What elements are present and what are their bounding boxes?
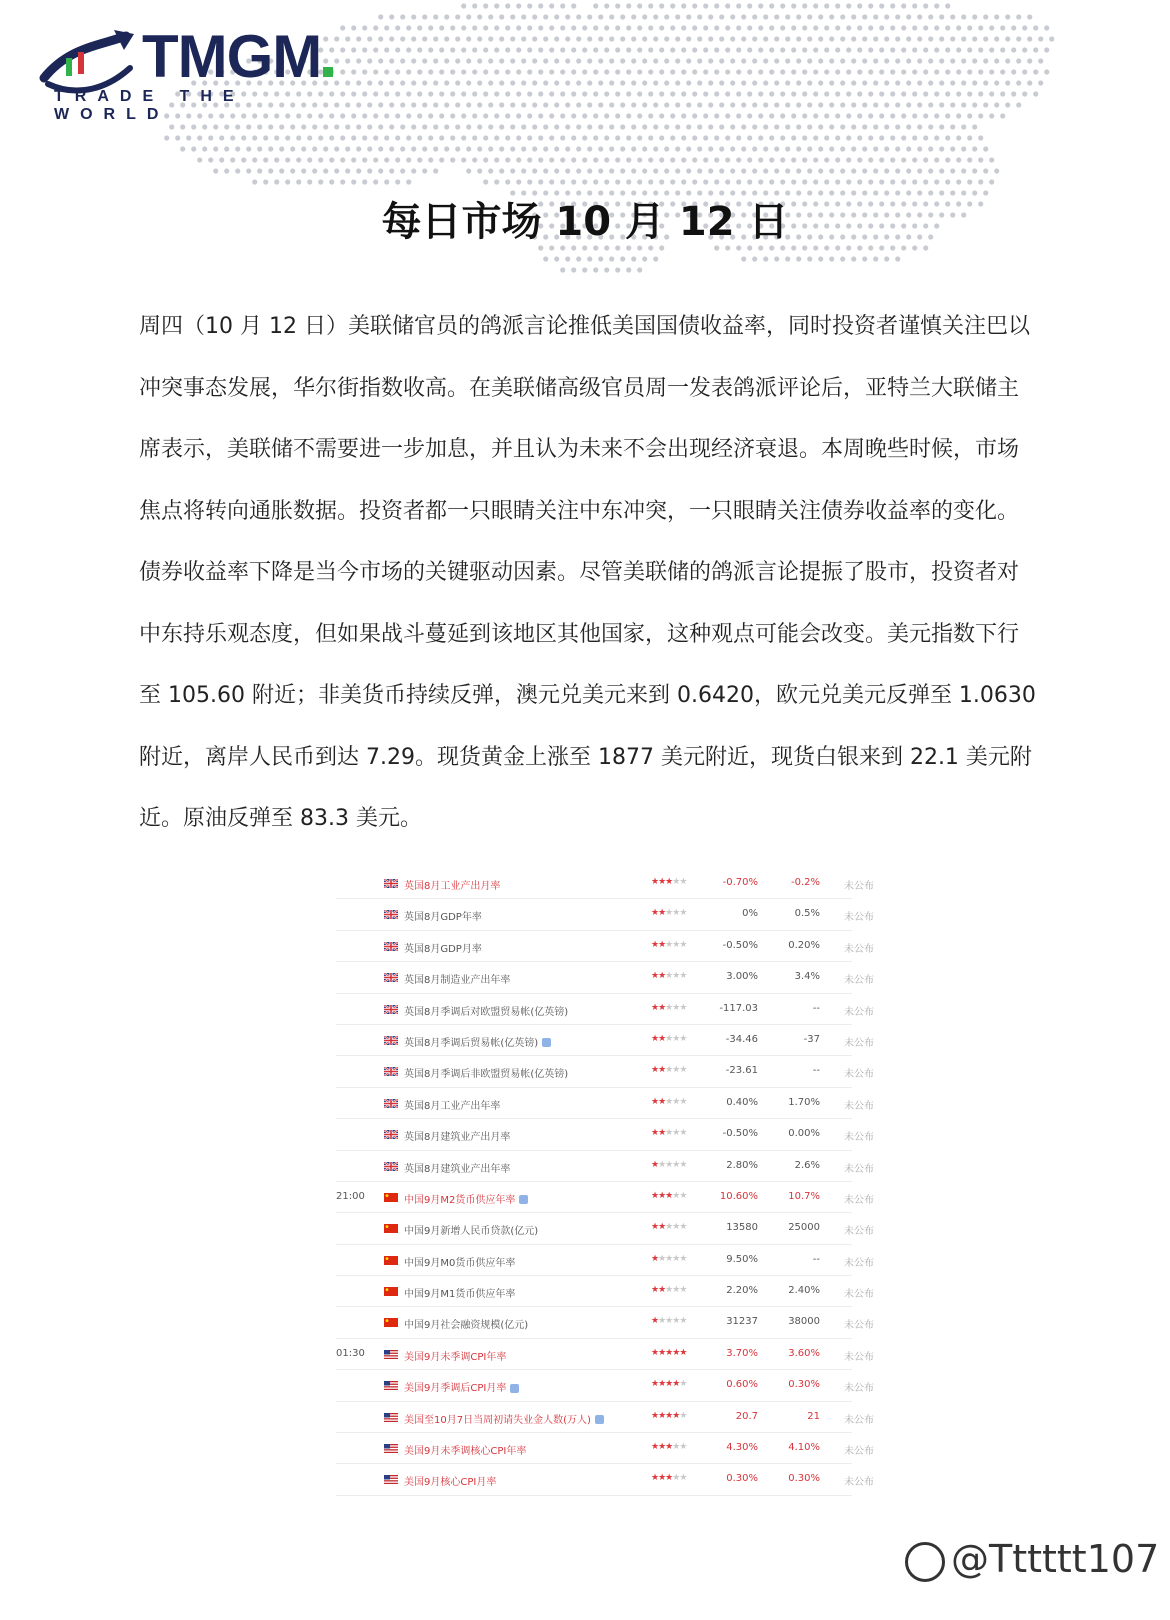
previous-value: 3.70% xyxy=(726,1347,758,1359)
star-icon: ★ xyxy=(679,1285,687,1296)
forecast-value: 2.6% xyxy=(794,1159,820,1171)
star-icon: ★ xyxy=(651,1410,659,1421)
star-icon: ★ xyxy=(665,877,673,887)
event-name: 中国9月M0货币供应年率 xyxy=(404,1257,516,1269)
importance-stars xyxy=(651,1222,686,1232)
star-icon: ★ xyxy=(672,939,680,950)
calendar-row xyxy=(336,1433,874,1464)
info-icon[interactable] xyxy=(542,1038,551,1047)
star-icon: ★ xyxy=(679,1442,687,1453)
economic-calendar-table xyxy=(336,868,874,1496)
event-name: 美国9月季调后CPI月率 xyxy=(404,1379,648,1394)
previous-value: 0.40% xyxy=(726,1096,758,1108)
star-icon: ★ xyxy=(672,877,680,887)
star-icon: ★ xyxy=(665,1190,673,1201)
release-status: 未公布 xyxy=(844,1194,874,1206)
calendar-row xyxy=(336,1307,874,1338)
previous-value: 10.60% xyxy=(719,1190,758,1202)
previous-value: 0% xyxy=(742,908,758,920)
star-icon: ★ xyxy=(658,1379,666,1390)
event-name: 英国8月工业产出年率 xyxy=(404,1100,501,1112)
previous-value: 9.50% xyxy=(726,1253,758,1265)
star-icon: ★ xyxy=(679,1033,687,1044)
info-icon[interactable] xyxy=(510,1384,519,1393)
star-icon: ★ xyxy=(651,1316,659,1327)
forecast-value: -- xyxy=(812,1253,820,1265)
importance-stars xyxy=(651,1411,686,1421)
event-name: 英国8月工业产出月率 xyxy=(404,881,501,892)
star-icon: ★ xyxy=(665,971,673,982)
star-icon: ★ xyxy=(665,1442,673,1453)
previous-value: -117.03 xyxy=(719,1002,758,1014)
star-icon: ★ xyxy=(651,1002,659,1013)
star-icon: ★ xyxy=(658,1285,666,1296)
release-status: 未公布 xyxy=(844,943,874,955)
star-icon: ★ xyxy=(658,1096,666,1107)
star-icon: ★ xyxy=(651,1096,659,1107)
us-flag-icon xyxy=(384,1475,398,1484)
star-icon: ★ xyxy=(665,1002,673,1013)
release-status: 未公布 xyxy=(844,912,874,924)
us-flag-icon xyxy=(384,1350,398,1359)
previous-value: 4.30% xyxy=(726,1442,758,1454)
event-name: 中国9月M2货币供应年率 xyxy=(404,1191,648,1206)
star-icon: ★ xyxy=(679,908,687,919)
star-icon: ★ xyxy=(658,1253,666,1264)
zhihu-logo-icon xyxy=(905,1542,945,1582)
china-flag-icon xyxy=(384,1287,398,1296)
china-flag-icon xyxy=(384,1224,398,1233)
importance-stars xyxy=(651,1254,686,1264)
previous-value: 2.20% xyxy=(726,1285,758,1297)
star-icon: ★ xyxy=(665,908,673,919)
star-icon: ★ xyxy=(679,1410,687,1421)
star-icon: ★ xyxy=(679,1473,687,1484)
release-status: 未公布 xyxy=(844,1414,874,1426)
calendar-row xyxy=(336,1402,874,1433)
forecast-value: 38000 xyxy=(788,1316,820,1328)
star-icon: ★ xyxy=(665,1410,673,1421)
star-icon: ★ xyxy=(665,1159,673,1170)
star-icon: ★ xyxy=(672,1253,680,1264)
calendar-row xyxy=(336,1151,874,1182)
importance-stars xyxy=(651,877,686,887)
importance-stars xyxy=(651,1034,686,1044)
forecast-value: 3.60% xyxy=(788,1347,820,1359)
star-icon: ★ xyxy=(658,1410,666,1421)
star-icon: ★ xyxy=(658,1222,666,1233)
calendar-row xyxy=(336,1245,874,1276)
previous-value: 20.7 xyxy=(735,1410,758,1422)
uk-flag-icon xyxy=(384,1099,398,1108)
star-icon: ★ xyxy=(658,1347,666,1358)
forecast-value: 2.40% xyxy=(788,1285,820,1297)
calendar-row xyxy=(336,1370,874,1401)
release-status: 未公布 xyxy=(844,1226,874,1238)
star-icon: ★ xyxy=(672,908,680,919)
forecast-value: 0.00% xyxy=(788,1128,820,1140)
forecast-value: 25000 xyxy=(788,1222,820,1234)
release-status: 未公布 xyxy=(844,1006,874,1018)
star-icon: ★ xyxy=(679,1222,687,1233)
star-icon: ★ xyxy=(679,1379,687,1390)
star-icon: ★ xyxy=(672,1316,680,1327)
previous-value: -23.61 xyxy=(725,1065,758,1077)
importance-stars xyxy=(651,1285,686,1295)
uk-flag-icon xyxy=(384,1067,398,1076)
brand-name: TMGM xyxy=(142,22,333,92)
star-icon: ★ xyxy=(672,1033,680,1044)
release-status: 未公布 xyxy=(844,1351,874,1363)
forecast-value: 21 xyxy=(807,1410,820,1422)
star-icon: ★ xyxy=(679,1096,687,1107)
star-icon: ★ xyxy=(665,1473,673,1484)
release-status: 未公布 xyxy=(844,1132,874,1144)
calendar-row xyxy=(336,1213,874,1244)
info-icon[interactable] xyxy=(519,1195,528,1204)
uk-flag-icon xyxy=(384,1130,398,1139)
event-name: 美国9月未季调核心CPI年率 xyxy=(404,1446,527,1458)
star-icon: ★ xyxy=(672,1159,680,1170)
calendar-row xyxy=(336,962,874,993)
previous-value: -0.50% xyxy=(722,939,758,951)
star-icon: ★ xyxy=(651,1379,659,1390)
star-icon: ★ xyxy=(651,1033,659,1044)
release-status: 未公布 xyxy=(844,1477,874,1489)
calendar-row xyxy=(336,1276,874,1307)
star-icon: ★ xyxy=(665,1128,673,1139)
forecast-value: 10.7% xyxy=(788,1190,820,1202)
release-status: 未公布 xyxy=(844,1037,874,1049)
calendar-row xyxy=(336,1182,874,1213)
star-icon: ★ xyxy=(651,908,659,919)
event-time: 21:00 xyxy=(336,1190,365,1202)
uk-flag-icon xyxy=(384,1036,398,1045)
uk-flag-icon xyxy=(384,879,398,888)
forecast-value: 1.70% xyxy=(788,1096,820,1108)
star-icon: ★ xyxy=(658,1190,666,1201)
star-icon: ★ xyxy=(658,939,666,950)
release-status: 未公布 xyxy=(844,1163,874,1175)
uk-flag-icon xyxy=(384,1162,398,1171)
forecast-value: -- xyxy=(812,1065,820,1077)
star-icon: ★ xyxy=(651,971,659,982)
event-name: 英国8月季调后贸易帐(亿英镑) xyxy=(404,1034,648,1049)
importance-stars xyxy=(651,1160,686,1170)
event-name: 英国8月GDP年率 xyxy=(404,912,482,924)
star-icon: ★ xyxy=(658,1033,666,1044)
previous-value: -34.46 xyxy=(725,1033,758,1045)
star-icon: ★ xyxy=(679,971,687,982)
previous-value: 31237 xyxy=(726,1316,758,1328)
event-name: 美国9月未季调CPI年率 xyxy=(404,1351,507,1363)
uk-flag-icon xyxy=(384,1005,398,1014)
release-status: 未公布 xyxy=(844,1257,874,1269)
star-icon: ★ xyxy=(672,1347,680,1358)
previous-value: 13580 xyxy=(726,1222,758,1234)
info-icon[interactable] xyxy=(595,1415,604,1424)
forecast-value: -0.2% xyxy=(790,877,820,888)
star-icon: ★ xyxy=(679,1159,687,1170)
release-status: 未公布 xyxy=(844,1383,874,1395)
event-name: 中国9月社会融资规模(亿元) xyxy=(404,1320,529,1332)
star-icon: ★ xyxy=(658,1065,666,1076)
star-icon: ★ xyxy=(651,1347,659,1358)
star-icon: ★ xyxy=(658,1159,666,1170)
brand-logo xyxy=(38,23,368,123)
calendar-row xyxy=(336,1464,874,1495)
calendar-row xyxy=(336,899,874,930)
star-icon: ★ xyxy=(658,1473,666,1484)
uk-flag-icon xyxy=(384,910,398,919)
event-name: 英国8月季调后对欧盟贸易帐(亿英镑) xyxy=(404,1006,569,1018)
china-flag-icon xyxy=(384,1193,398,1202)
release-status: 未公布 xyxy=(844,881,874,892)
star-icon: ★ xyxy=(679,1128,687,1139)
importance-stars xyxy=(651,1379,686,1389)
importance-stars xyxy=(651,1128,686,1138)
star-icon: ★ xyxy=(665,1285,673,1296)
star-icon: ★ xyxy=(651,1222,659,1233)
star-icon: ★ xyxy=(679,1347,687,1358)
us-flag-icon xyxy=(384,1381,398,1390)
star-icon: ★ xyxy=(658,1002,666,1013)
calendar-row xyxy=(336,994,874,1025)
star-icon: ★ xyxy=(672,1096,680,1107)
star-icon: ★ xyxy=(679,877,687,887)
event-name: 英国8月制造业产出年率 xyxy=(404,975,511,987)
zhihu-watermark: @Tttttt107 xyxy=(905,1537,1159,1582)
star-icon: ★ xyxy=(672,971,680,982)
china-flag-icon xyxy=(384,1256,398,1265)
event-name: 中国9月M1货币供应年率 xyxy=(404,1289,516,1301)
page-title: 每日市场 10 月 12 日 xyxy=(381,199,789,245)
release-status: 未公布 xyxy=(844,1446,874,1458)
market-summary-paragraph: 周四（10 月 12 日）美联储官员的鸽派言论推低美国国债收益率，同时投资者谨慎关注巴以冲突事态发展，华尔街指数收高。在美联储高级官员周一发表鸽派评论后，亚特兰大联储主席表示，美联储不需要进一步加息，并且认为未来不会出现经济衰退。本周晚些时候，市场焦点将转向通胀数据。投资者都一只眼睛关注中东冲突，一只眼睛关注债券收益率的变化。债券收益率下降是当今市场的关键驱动因素。尽管美联储的鸽派言论提振了股市，投资者对中东持乐观态度，但如果战斗蔓延到该地区其他国家，这种观点可能会改变。美元指数下行至 105.60 附近；非美货币持续反弹，澳元兑美元来到 0.6420，欧元兑美元反弹至 1.0630 附近，离岸人民币到达 7.29。现货黄金上涨至 1877 美元附近，现货白银来到 22.1 美元附近。原油反弹至 83.3 美元。 xyxy=(139,314,1036,831)
star-icon: ★ xyxy=(665,1065,673,1076)
calendar-row xyxy=(336,931,874,962)
star-icon: ★ xyxy=(679,1065,687,1076)
china-flag-icon xyxy=(384,1318,398,1327)
calendar-row xyxy=(336,1088,874,1119)
star-icon: ★ xyxy=(651,1190,659,1201)
previous-value: 2.80% xyxy=(726,1159,758,1171)
star-icon: ★ xyxy=(672,1190,680,1201)
star-icon: ★ xyxy=(651,1473,659,1484)
star-icon: ★ xyxy=(658,908,666,919)
star-icon: ★ xyxy=(665,1033,673,1044)
star-icon: ★ xyxy=(672,1473,680,1484)
calendar-row xyxy=(336,1025,874,1056)
calendar-row xyxy=(336,868,874,899)
star-icon: ★ xyxy=(665,939,673,950)
star-icon: ★ xyxy=(651,1065,659,1076)
star-icon: ★ xyxy=(672,1442,680,1453)
star-icon: ★ xyxy=(672,1065,680,1076)
event-name: 英国8月建筑业产出月率 xyxy=(404,1132,511,1144)
star-icon: ★ xyxy=(658,877,666,887)
star-icon: ★ xyxy=(658,971,666,982)
previous-value: 3.00% xyxy=(726,971,758,983)
event-name: 英国8月GDP月率 xyxy=(404,943,482,955)
importance-stars xyxy=(651,908,686,918)
star-icon: ★ xyxy=(679,1190,687,1201)
importance-stars xyxy=(651,1442,686,1452)
star-icon: ★ xyxy=(665,1222,673,1233)
forecast-value: 4.10% xyxy=(788,1442,820,1454)
star-icon: ★ xyxy=(679,1253,687,1264)
us-flag-icon xyxy=(384,1444,398,1453)
event-name: 中国9月新增人民币贷款(亿元) xyxy=(404,1226,539,1238)
forecast-value: 3.4% xyxy=(794,971,820,983)
calendar-row xyxy=(336,1119,874,1150)
event-name: 美国9月核心CPI月率 xyxy=(404,1477,497,1489)
importance-stars xyxy=(651,1348,686,1358)
star-icon: ★ xyxy=(658,1128,666,1139)
forecast-value: -37 xyxy=(803,1033,820,1045)
star-icon: ★ xyxy=(679,1002,687,1013)
event-time: 01:30 xyxy=(336,1347,365,1359)
brand-tagline: TRADE THE WORLD xyxy=(54,88,245,123)
forecast-value: -- xyxy=(812,1002,820,1014)
star-icon: ★ xyxy=(672,1285,680,1296)
importance-stars xyxy=(651,1097,686,1107)
star-icon: ★ xyxy=(679,1316,687,1327)
uk-flag-icon xyxy=(384,973,398,982)
importance-stars xyxy=(651,940,686,950)
star-icon: ★ xyxy=(658,1442,666,1453)
release-status: 未公布 xyxy=(844,1289,874,1301)
star-icon: ★ xyxy=(672,1410,680,1421)
forecast-value: 0.5% xyxy=(794,908,820,920)
star-icon: ★ xyxy=(651,1253,659,1264)
forecast-value: 0.20% xyxy=(788,939,820,951)
star-icon: ★ xyxy=(672,1128,680,1139)
star-icon: ★ xyxy=(651,1159,659,1170)
importance-stars xyxy=(651,1316,686,1326)
star-icon: ★ xyxy=(672,1379,680,1390)
forecast-value: 0.30% xyxy=(788,1473,820,1485)
uk-flag-icon xyxy=(384,942,398,951)
release-status: 未公布 xyxy=(844,1320,874,1332)
star-icon: ★ xyxy=(665,1347,673,1358)
us-flag-icon xyxy=(384,1413,398,1422)
previous-value: 0.30% xyxy=(726,1473,758,1485)
importance-stars xyxy=(651,1065,686,1075)
star-icon: ★ xyxy=(672,1002,680,1013)
calendar-row xyxy=(336,1056,874,1087)
star-icon: ★ xyxy=(665,1253,673,1264)
calendar-row xyxy=(336,1339,874,1370)
previous-value: 0.60% xyxy=(726,1379,758,1391)
star-icon: ★ xyxy=(672,1222,680,1233)
event-name: 美国至10月7日当周初请失业金人数(万人) xyxy=(404,1411,648,1426)
release-status: 未公布 xyxy=(844,975,874,987)
previous-value: -0.50% xyxy=(722,1128,758,1140)
event-name: 英国8月季调后非欧盟贸易帐(亿英镑) xyxy=(404,1069,569,1081)
release-status: 未公布 xyxy=(844,1100,874,1112)
importance-stars xyxy=(651,971,686,981)
forecast-value: 0.30% xyxy=(788,1379,820,1391)
star-icon: ★ xyxy=(665,1316,673,1327)
previous-value: -0.70% xyxy=(722,877,758,888)
importance-stars xyxy=(651,1191,686,1201)
star-icon: ★ xyxy=(651,1285,659,1296)
star-icon: ★ xyxy=(651,939,659,950)
star-icon: ★ xyxy=(658,1316,666,1327)
event-name: 英国8月建筑业产出年率 xyxy=(404,1163,511,1175)
importance-stars xyxy=(651,1473,686,1483)
star-icon: ★ xyxy=(665,1096,673,1107)
star-icon: ★ xyxy=(651,877,659,887)
star-icon: ★ xyxy=(651,1442,659,1453)
star-icon: ★ xyxy=(665,1379,673,1390)
importance-stars xyxy=(651,1003,686,1013)
star-icon: ★ xyxy=(679,939,687,950)
star-icon: ★ xyxy=(651,1128,659,1139)
release-status: 未公布 xyxy=(844,1069,874,1081)
